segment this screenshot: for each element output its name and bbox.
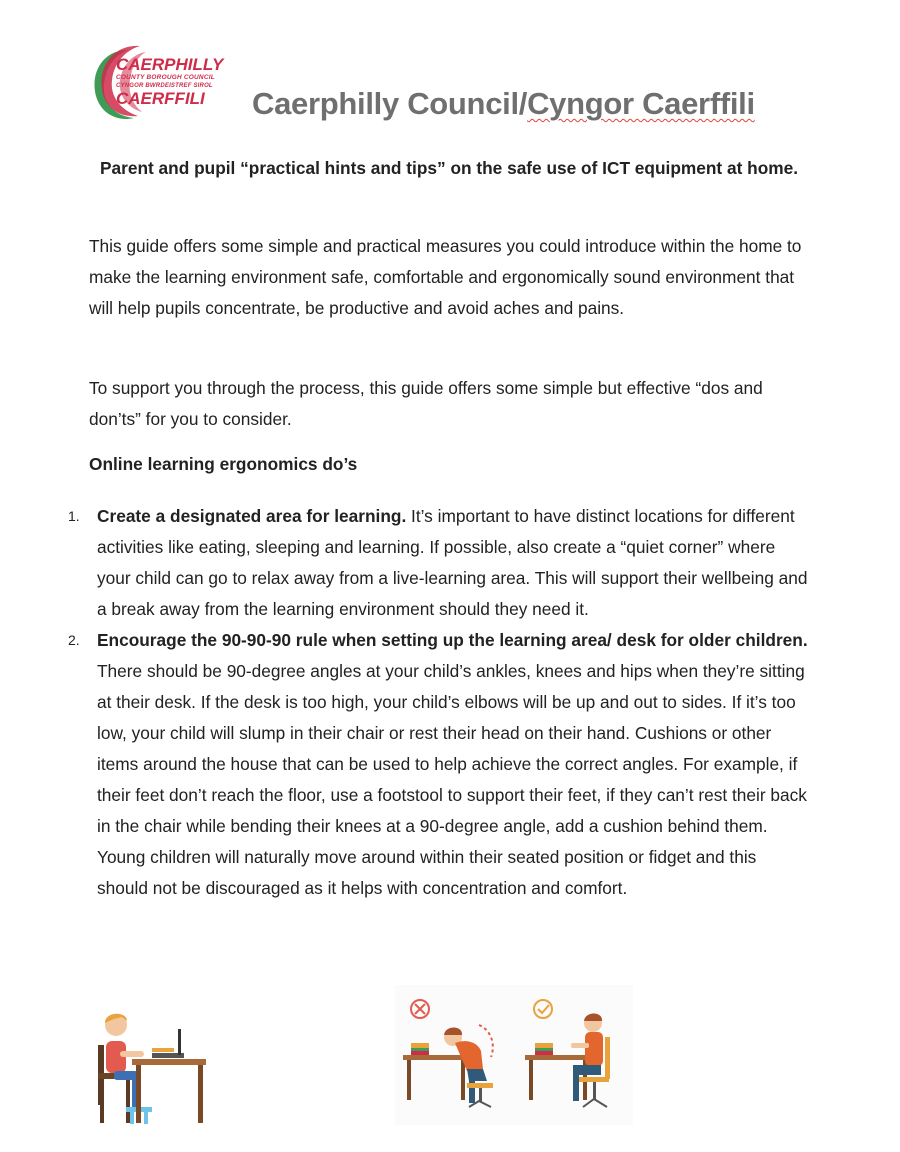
document-subtitle: Parent and pupil “practical hints and tips” on the safe use of ICT equipment at home.: [99, 158, 799, 178]
logo-line-2: COUNTY BOROUGH COUNCIL: [116, 74, 215, 81]
list-number: 1.: [68, 508, 80, 524]
council-logo: [88, 44, 238, 124]
title-welsh: Cyngor Caerffili: [527, 86, 755, 121]
list-item-heading: Encourage the 90-90-90 rule when setting up the learning area/ desk for older children.: [97, 630, 808, 650]
list-item-heading: Create a designated area for learning.: [97, 506, 407, 526]
child-at-desk-icon: [92, 1003, 212, 1125]
posture-comparison-icon: [395, 985, 633, 1125]
section-heading: Online learning ergonomics do’s: [89, 454, 358, 474]
intro-paragraph: This guide offers some simple and practical measures you could introduce within the home to make the learning environment safe, comfortable and ergonomically sound environment that will help pupils concentrate, be productive and avoid aches and pains.: [89, 236, 802, 318]
logo-line-1: CAERPHILLY: [116, 55, 224, 74]
child-at-desk-illustration: [92, 1003, 212, 1125]
tips-list: [66, 501, 810, 904]
title-english: Caerphilly Council/: [252, 86, 528, 121]
posture-comparison-illustration: [395, 985, 633, 1125]
logo-line-3: CYNGOR BWRDEISTREF SIROL: [116, 82, 213, 89]
support-paragraph: To support you through the process, this guide offers some simple but effective “dos and don’ts” for you to consider.: [89, 378, 763, 429]
document-title: [252, 86, 755, 122]
list-number: 2.: [68, 632, 80, 648]
list-item: [66, 501, 810, 625]
list-item-text: It’s important to have distinct locations for different activities like eating, sleeping and learning. If possible, also create a “quiet corner” where your child can go to relax away from a live-learning area. This will support their wellbeing and a break away from the learning environment should they need it.: [97, 506, 808, 619]
logo-line-4: CAERFFILI: [116, 88, 205, 108]
logo-text: [116, 56, 223, 107]
list-item-text: There should be 90-degree angles at your child’s ankles, knees and hips when they’re sitting at their desk. If the desk is too high, your child’s elbows will be up and out to sides. If it’s too low, your child will slump in their chair or rest their head on their hand. Cushions or other items around the house that can be used to help achieve the correct angles. For example, if their feet don’t reach the floor, use a footstool to support their feet, if they can’t rest their back in the chair while bending their knees at a 90-degree angle, add a cushion behind them. Young children will naturally move around within their seated position or fidget and this should not be discouraged as it helps with concentration and comfort.: [97, 661, 807, 898]
list-item: [66, 625, 810, 904]
